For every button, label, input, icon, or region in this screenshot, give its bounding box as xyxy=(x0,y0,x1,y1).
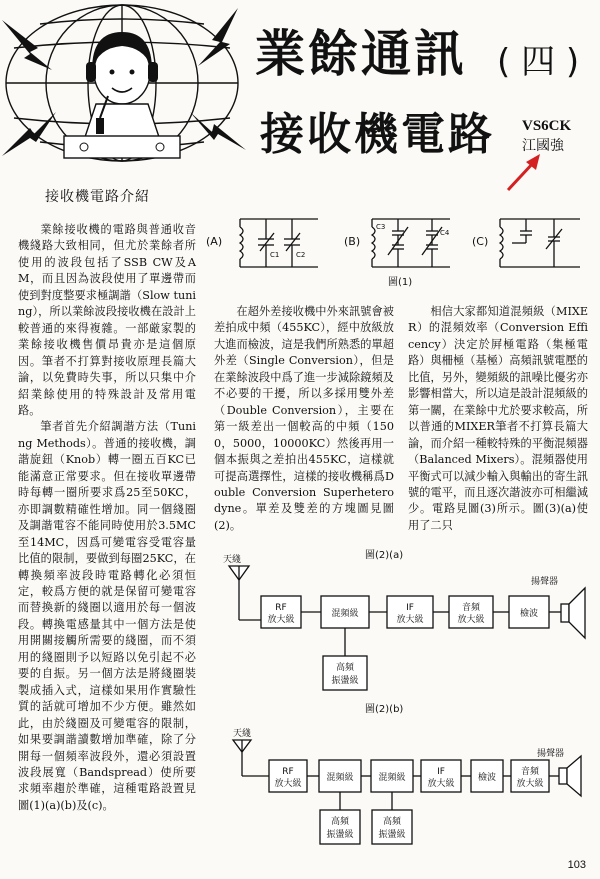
figure-2b-caption: 圖(2)(b) xyxy=(365,704,404,715)
svg-text:IF: IF xyxy=(406,603,414,613)
block-detector xyxy=(509,596,549,628)
series-part-label: ( 四 ) xyxy=(497,42,580,82)
header-illustration xyxy=(0,0,250,175)
antenna-icon xyxy=(229,566,261,620)
svg-text:高頻: 高頻 xyxy=(335,663,355,673)
article-subtitle: 接收機電路 xyxy=(260,109,495,160)
block-audio xyxy=(511,760,549,792)
svg-text:RF: RF xyxy=(282,767,294,777)
author-callsign: VS6CK xyxy=(522,118,572,134)
c3-label: C3 xyxy=(376,223,386,231)
svg-text:放大級: 放大級 xyxy=(516,779,544,789)
block-rf xyxy=(261,596,301,628)
circuit-c xyxy=(500,219,580,267)
block-mixer xyxy=(321,596,369,628)
paragraph: 在超外差接收機中外來訊號會被差拍成中頻（455KC），經中放級放大進而檢波，這是我們所熟悉的單超外差（Single Conversion），但是在業餘波段中爲了進一步減除鏡頻及不必要的干擾，所以多採用雙外差（Double Conversion），主要在第一級差出一個較高的中頻（1500，5000，10000KC）然後再用一個本振與之差拍出455KC，這樣就可提高選擇性，這樣的接收機稱爲Double Conversion Superheterodyne。單差及雙差的方塊圖見圖(2)。 xyxy=(214,305,394,532)
radio-operator-figure xyxy=(64,32,180,158)
svg-text:放大級: 放大級 xyxy=(427,779,455,789)
red-arrow-icon xyxy=(500,150,550,195)
antenna-label: 天綫 xyxy=(223,555,242,565)
c4-label: C4 xyxy=(440,229,450,237)
antenna-icon xyxy=(233,740,269,776)
svg-text:振盪級: 振盪級 xyxy=(331,676,359,686)
svg-text:放大級: 放大級 xyxy=(267,615,295,625)
svg-text:放大級: 放大級 xyxy=(457,615,485,625)
c1-label: C1 xyxy=(270,251,280,259)
speaker-label: 揚聲器 xyxy=(537,749,565,759)
body-column-3 xyxy=(408,304,588,534)
author-name: 江國強 xyxy=(522,138,564,154)
block-if xyxy=(387,596,433,628)
antenna-label: 天綫 xyxy=(233,729,252,739)
body-column-1 xyxy=(18,222,196,814)
figure-2b xyxy=(215,700,600,865)
svg-text:振盪級: 振盪級 xyxy=(378,830,406,840)
figure-1-caption: 圖(1) xyxy=(388,277,413,288)
svg-text:檢波: 檢波 xyxy=(477,773,497,783)
block-oscillator-2 xyxy=(372,810,412,844)
svg-text:高頻: 高頻 xyxy=(382,817,402,827)
speaker-icon xyxy=(559,756,581,796)
figure-1-label-a: (A) xyxy=(206,235,223,248)
svg-text:RF: RF xyxy=(275,603,287,613)
svg-text:IF: IF xyxy=(437,767,445,777)
speaker-label: 揚聲器 xyxy=(531,577,559,587)
block-if xyxy=(421,760,461,792)
speaker-icon xyxy=(561,588,585,638)
svg-text:音頻: 音頻 xyxy=(520,767,540,777)
block-detector xyxy=(471,760,503,792)
svg-text:放大級: 放大級 xyxy=(274,779,302,789)
block-rf xyxy=(269,760,307,792)
figure-2a xyxy=(215,546,600,711)
svg-text:放大級: 放大級 xyxy=(396,615,424,625)
svg-text:檢波: 檢波 xyxy=(519,609,539,619)
c2-label: C2 xyxy=(296,251,306,259)
paragraph: 業餘接收機的電路與普通收音機綫路大致相同，但尤於業餘者所使用的波段包括了SSB CW及AM，而且因為波段使用了單邊帶而使到對度整要求極調諧（Slow tuning），所以業餘波段接收機在設計上較普通的來得複雜。一部厳家製的業餘接收機售價昂貴亦是這個原因。筆者不打算對接收原理長篇大論，以免費時失事，所以只集中介紹業餘使用的特殊設計及常用電路。 xyxy=(18,223,196,417)
svg-text:混頻級: 混頻級 xyxy=(326,773,354,783)
block-oscillator-1 xyxy=(320,810,360,844)
svg-text:高頻: 高頻 xyxy=(330,817,350,827)
svg-text:混頻級: 混頻級 xyxy=(331,609,359,619)
block-mixer-2 xyxy=(371,760,413,792)
article-title: 業餘通訊 xyxy=(255,25,467,83)
body-column-2 xyxy=(214,304,394,534)
page-number: 103 xyxy=(567,859,586,871)
paragraph: 筆者首先介紹調諧方法（Tuning Methods）。普通的接收機，調諧旋鈕（Knob）轉一圈五百KC已能滿意正常要求。但在接收單邊帶時每轉一圈所要求爲25至50KC，亦即調數精確性增加。同一個綫圈及調諧電容不能同時使用於3.5MC至14MC，因爲可變電容受電容量比值的限制，要做到每圈25KC，在轉換頻率波段時電路轉化必須恒定，較爲方便的就是保留可變電容而替換新的綫圈以適用於每一個波段。轉換電感量其中一個方法是使用開關接觸所需要的綫圈，而不須用的綫圈則予以短路以免引起不必要的自振。另一個方法是將綫圈裝製成插入式，這樣如果用作實驗性質的話就可增加不少方便。雖然如此，由於綫圈及可變電容的限制，如果要調諧讀數增加準確，除了分開每一個頻率波段外，還必須設置波段展寬（Bandspread）使所要求頻率趨於準確，這種電路設置見圖(1)(a)(b)及(c)。 xyxy=(18,420,196,812)
figure-1-label-b: (B) xyxy=(344,235,361,248)
circuit-a xyxy=(240,219,318,267)
figure-2a-caption: 圖(2)(a) xyxy=(365,550,404,561)
section-heading: 接收機電路介紹 xyxy=(45,189,150,205)
figure-1-label-c: (C) xyxy=(472,235,489,248)
paragraph: 相信大家都知道混頻級（MIXER）的混頻效率（Conversion Efficency）決定於屛極電路（集極電路）與柵極（基極）高頻訊號電壓的比值，另外，變頻級的訊噪比優劣亦影響相當大，所以這是設計混頻級的第一關，在業餘中尤於要求較高，所以普通的MIXER筆者不打算長篇大論，而介紹一種較特殊的平衡混頻器（Balanced Mixers）。混頻器使用平衡式可以減少輸入與輸出的寄生訊號的電平，而且逐次諧波亦可相繼減少。電路見圖(3)所示。圖(3)(a)使用了二只 xyxy=(408,305,588,532)
figure-1 xyxy=(200,205,600,290)
svg-text:音頻: 音頻 xyxy=(461,603,481,613)
svg-text:混頻級: 混頻級 xyxy=(378,773,406,783)
block-audio xyxy=(449,596,493,628)
block-oscillator xyxy=(323,656,367,690)
block-mixer-1 xyxy=(319,760,361,792)
svg-text:振盪級: 振盪級 xyxy=(326,830,354,840)
